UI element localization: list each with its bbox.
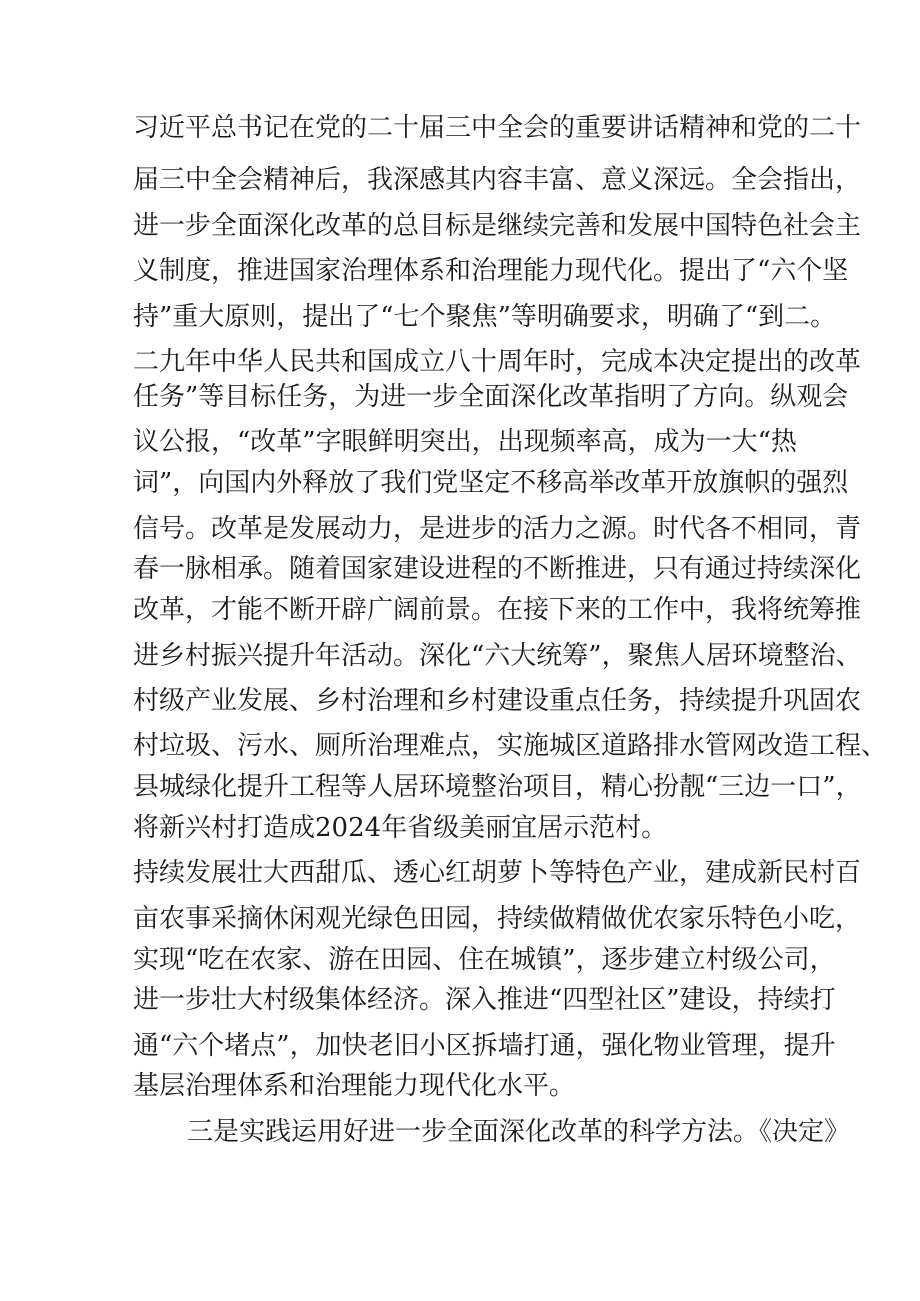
text-line: 县城绿化提升工程等人居环境整治项目，精心扮靓“三边一口”，: [133, 772, 862, 802]
text-line: 届三中全会精神后，我深感其内容丰富、意义深远。全会指出，: [133, 165, 862, 195]
text-line: 词”，向国内外释放了我们党坚定不移高举改革开放旗帜的强烈: [133, 468, 849, 498]
text-line: 习近平总书记在党的二十届三中全会的重要讲话精神和党的二十: [133, 113, 862, 143]
text-line: 实现“吃在农家、游在田园、住在城镇”，逐步建立村级公司，: [133, 945, 836, 975]
text-line: 将新兴村打造成2024年省级美丽宜居示范村。: [133, 813, 668, 843]
text-line: 村垃圾、污水、厕所治理难点，实施城区道路排水管网改造工程、: [133, 731, 888, 761]
text-line: 通“六个堵点”，加快老旧小区拆墙打通，强化物业管理，提升: [133, 1031, 836, 1061]
text-line: 春一脉相承。随着国家建设进程的不断推进，只有通过持续深化: [133, 554, 862, 584]
text-line: 任务”等目标任务，为进一步全面深化改革指明了方向。纵观会: [133, 382, 849, 412]
text-line: 持”重大原则，提出了“七个聚焦”等明确要求，明确了“到二。: [133, 302, 837, 332]
text-line: 义制度，推进国家治理体系和治理能力现代化。提出了“六个坚: [133, 256, 849, 286]
text-line: 信号。改革是发展动力，是进步的活力之源。时代各不相同，青: [133, 514, 862, 544]
text-line: 进一步全面深化改革的总目标是继续完善和发展中国特色社会主: [133, 211, 862, 241]
text-line: 进一步壮大村级集体经济。深入推进“四型社区”建设，持续打: [133, 985, 836, 1015]
text-line: 持续发展壮大西甜瓜、透心红胡萝卜等特色产业，建成新民村百: [133, 858, 862, 888]
text-line: 村级产业发展、乡村治理和乡村建设重点任务，持续提升巩固农: [133, 686, 862, 716]
text-line: 基层治理体系和治理能力现代化水平。: [133, 1071, 576, 1101]
text-line: 议公报，“改革”字眼鲜明突出，出现频率高，成为一大“热: [133, 427, 797, 457]
text-line: 改革，才能不断开辟广阔前景。在接下来的工作中，我将统筹推: [133, 595, 862, 625]
text-line-indented: 三是实践运用好进一步全面深化改革的科学方法。《决定》: [187, 1117, 851, 1147]
text-line: 进乡村振兴提升年活动。深化“六大统筹”，聚焦人居环境整治、: [133, 641, 862, 671]
text-line: 二九年中华人民共和国成立八十周年时，完成本决定提出的改革: [133, 347, 862, 377]
text-line: 亩农事采摘休闲观光绿色田园，持续做精做优农家乐特色小吃，: [133, 904, 862, 934]
